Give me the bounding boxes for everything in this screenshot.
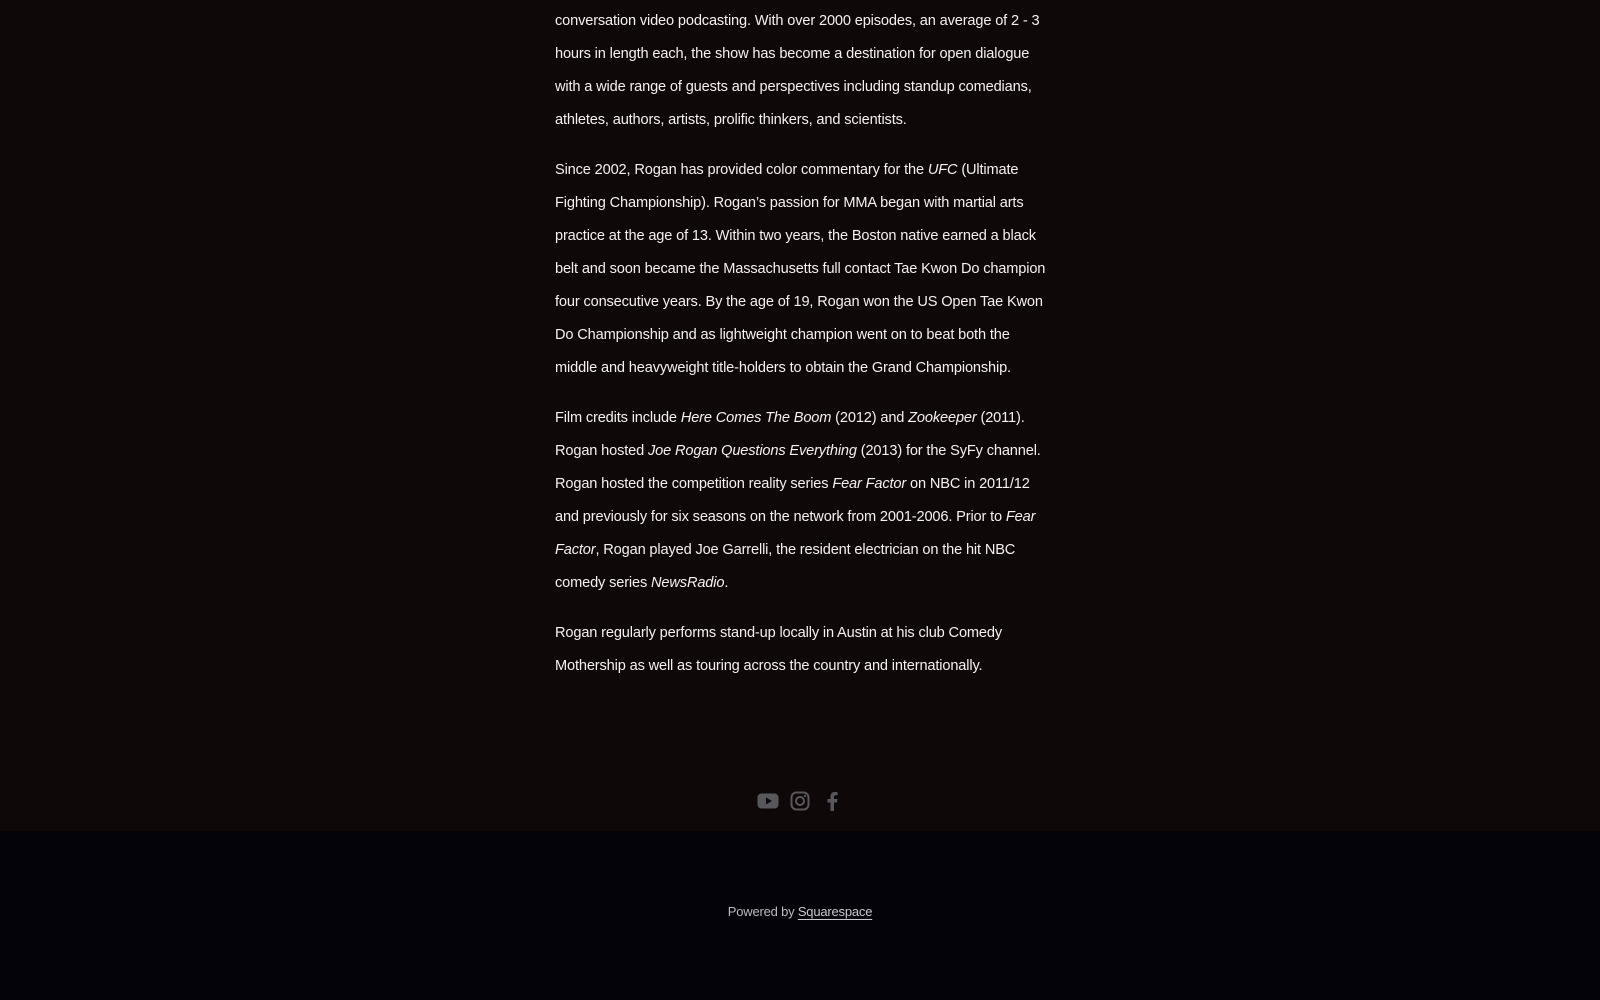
bio-paragraph-standup: Rogan regularly performs stand-up locally in Austin at his club Comedy Mothership as well as touring across the country and internationally. [555,625,1002,674]
show-title-fear-factor: Fear Factor [832,476,907,492]
show-title-questions-everything: Joe Rogan Questions Everything [647,443,857,459]
facebook-link[interactable] [820,788,844,814]
film-title-here-comes-the-boom: Here Comes The Boom [680,410,832,426]
youtube-link[interactable] [756,788,780,814]
social-links [0,788,1600,814]
bio-paragraph-ufc: Since 2002, Rogan has provided color commentary for the UFC (Ultimate Fighting Championship). Rogan’s passion for MMA began with martial arts practice at the age of 13. Within two years, the Boston native earned a black belt and soon became the Massachusetts full contact Tae Kwon Do champion four consecutive years. By the age of 19, Rogan won the US Open Tae Kwon Do Championship and as lightweight champion went on to beat both the middle and heavyweight title-holders to obtain the Grand Championship. [555,162,1046,376]
youtube-icon [757,793,779,809]
powered-by-text: Powered by Squarespace [727,904,873,919]
film-title-zookeeper: Zookeeper [908,410,977,426]
bio-paragraph-podcast: conversation video podcasting. With over 2000 episodes, an average of 2 - 3 hours in length each, the show has become a destination for open dialogue with a wide range of guests and perspectives including standup comedians, athletes, authors, artists, prolific thinkers, and scientists. [555,13,1040,128]
show-title-newsradio: NewsRadio [651,575,725,591]
squarespace-link[interactable]: Squarespace [797,904,873,919]
ufc-title: UFC [927,162,958,178]
bio-paragraph-film: Film credits include Here Comes The Boom (2012) and Zookeeper (2011). Rogan hosted Joe Rogan Questions Everything (2013) for the SyFy channel. Rogan hosted the competition reality series Fear Factor on NBC in 2011/12 and previously for six seasons on the network from 2001-2006. Prior to Fear Factor, Rogan played Joe Garrelli, the resident electrician on the hit NBC comedy series NewsRadio. [555,410,1041,591]
show-title-fear-factor-2: Fear Factor [555,509,1036,558]
bio-article [555,0,1055,700]
instagram-icon [790,791,810,811]
facebook-icon [825,791,839,811]
instagram-link[interactable] [788,788,812,814]
